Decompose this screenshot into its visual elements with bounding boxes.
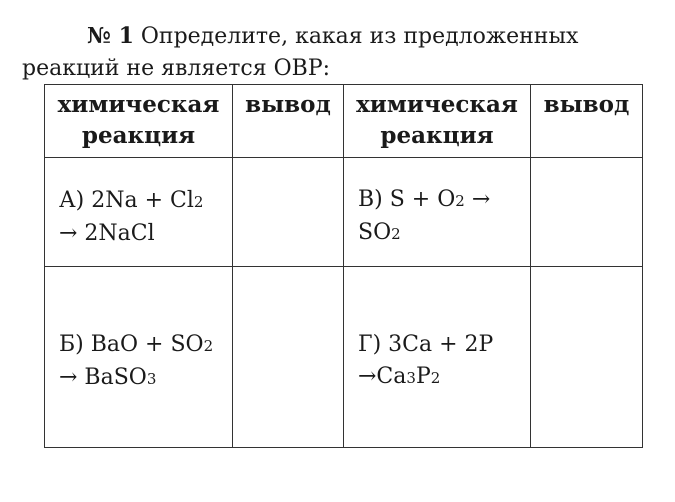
- reaction-a-line1: А) 2Na + Cl2: [59, 187, 204, 213]
- reaction-g-cell: [344, 266, 531, 447]
- reaction-v-cell: [344, 158, 531, 267]
- reaction-v-line2: SO2: [358, 220, 401, 246]
- task-line-2: реакций не является ОВР:: [22, 56, 331, 81]
- task-statement: [22, 20, 662, 85]
- reaction-v-line1: В) S + O2 →: [358, 187, 491, 213]
- task-number: № 1: [87, 23, 134, 49]
- header-result-left: вывод: [233, 85, 344, 158]
- task-text-1: Определите, какая из предложенных: [133, 24, 579, 49]
- reaction-g-line2: →Ca3P2: [358, 364, 441, 390]
- reaction-a-cell: [45, 158, 233, 267]
- reaction-b-cell: [45, 266, 233, 447]
- result-b-cell[interactable]: [233, 266, 344, 447]
- reaction-g-line1: Г) 3Ca + 2P: [358, 332, 494, 358]
- header-reaction-right: химическая реакция: [344, 85, 531, 158]
- table-row: [45, 158, 643, 267]
- reaction-b-line2: → BaSO3: [59, 364, 157, 390]
- result-g-cell[interactable]: [531, 266, 643, 447]
- result-v-cell[interactable]: [531, 158, 643, 267]
- result-a-cell[interactable]: [233, 158, 344, 267]
- table-header-row: [45, 85, 643, 158]
- reaction-a-line2: → 2NaCl: [59, 220, 155, 246]
- header-reaction-left: химическая реакция: [45, 85, 233, 158]
- task-line-1: [22, 20, 662, 53]
- table-row: [45, 266, 643, 447]
- header-result-right: вывод: [531, 85, 643, 158]
- reactions-table: [44, 84, 643, 448]
- reaction-b-line1: Б) BaO + SO2: [59, 331, 214, 357]
